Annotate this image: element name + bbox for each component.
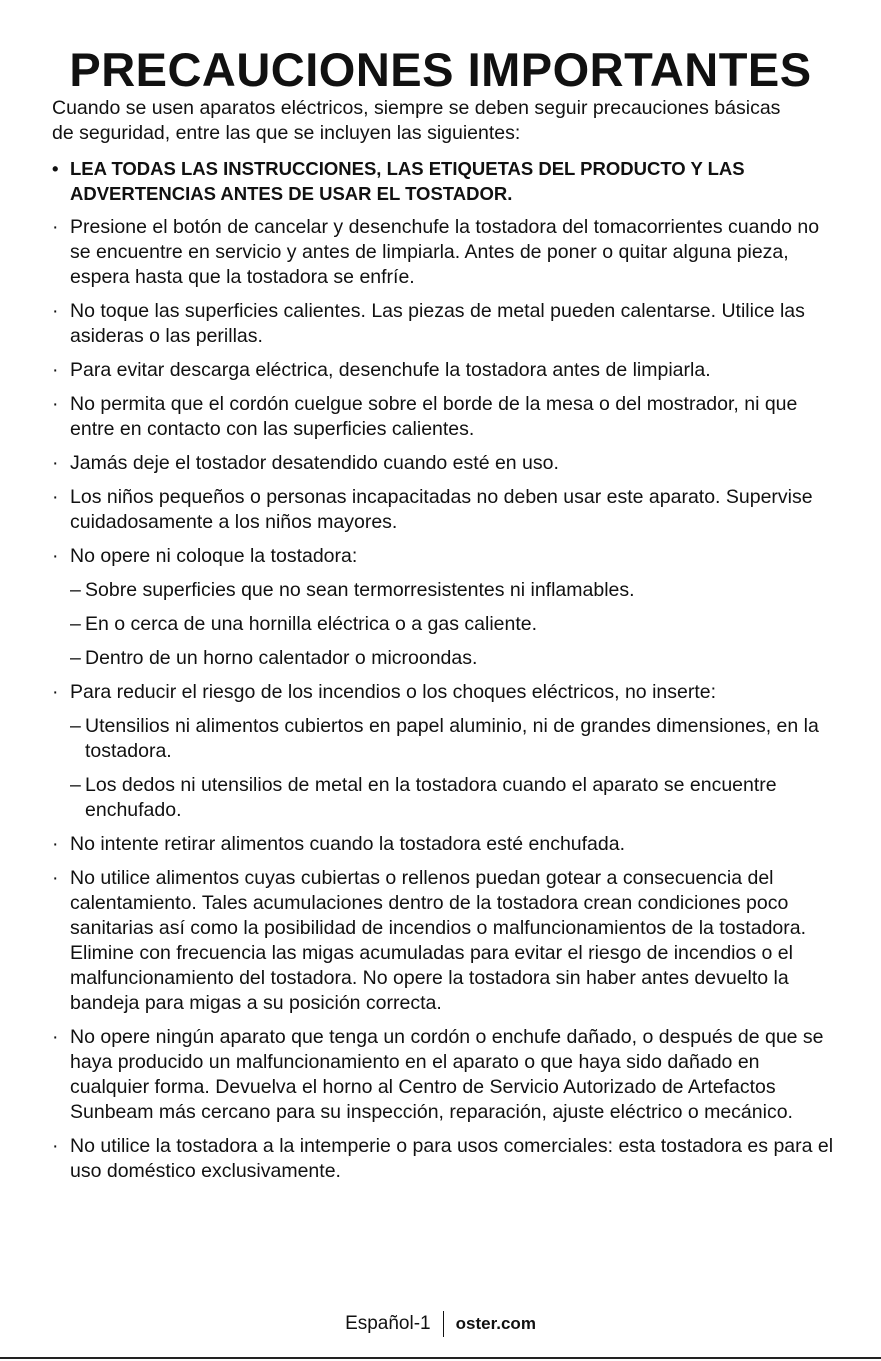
dash-mark: – xyxy=(70,613,81,635)
bullet-mark: · xyxy=(52,359,59,381)
sub-list-item xyxy=(52,612,842,637)
bullet-mark: · xyxy=(52,867,59,889)
sub-list-item xyxy=(52,646,842,671)
content-body xyxy=(52,96,842,1193)
list-item xyxy=(52,215,842,290)
bullet-mark: · xyxy=(52,681,59,703)
list-item-text: Presione el botón de cancelar y desenchufe la tostadora del tomacorrientes cuando no se encuentre en servicio y antes de limpiarla. Antes de poner o quitar alguna pieza, espera hasta que la tostadora se enfríe. xyxy=(70,216,820,288)
list-item xyxy=(52,1134,842,1184)
list-item xyxy=(52,544,842,569)
list-item-text: No intente retirar alimentos cuando la tostadora esté enchufada. xyxy=(70,833,626,855)
bullet-mark: · xyxy=(52,1135,59,1157)
list-item xyxy=(52,832,842,857)
bullet-mark: • xyxy=(52,158,59,179)
sub-item-text: Dentro de un horno calentador o microondas. xyxy=(85,647,478,669)
list-item-text: LEA TODAS LAS INSTRUCCIONES, LAS ETIQUETAS DEL PRODUCTO Y LAS ADVERTENCIAS ANTES DE USAR EL TOSTADOR. xyxy=(70,158,745,204)
sub-list-item xyxy=(52,773,842,823)
bottom-rule xyxy=(0,1357,881,1359)
list-item-text: No opere ni coloque la tostadora: xyxy=(70,545,358,567)
dash-mark: – xyxy=(70,647,81,669)
dash-mark: – xyxy=(70,579,81,601)
bullet-mark: · xyxy=(52,452,59,474)
list-item-text: Para reducir el riesgo de los incendios o los choques eléctricos, no inserte: xyxy=(70,681,717,703)
list-item-text: Para evitar descarga eléctrica, desenchufe la tostadora antes de limpiarla. xyxy=(70,359,711,381)
bullet-mark: · xyxy=(52,393,59,415)
dash-mark: – xyxy=(70,715,81,737)
page-footer xyxy=(0,1311,881,1337)
list-item xyxy=(52,1025,842,1125)
list-item xyxy=(52,358,842,383)
sub-item-text: Los dedos ni utensilios de metal en la tostadora cuando el aparato se encuentre enchufado. xyxy=(85,774,777,821)
sub-list-item xyxy=(52,714,842,764)
list-item-text: Jamás deje el tostador desatendido cuando esté en uso. xyxy=(70,452,559,474)
sub-item-text: Sobre superficies que no sean termorresistentes ni inflamables. xyxy=(85,579,635,601)
list-item xyxy=(52,485,842,535)
bullet-mark: · xyxy=(52,833,59,855)
list-item xyxy=(52,299,842,349)
bullet-mark: · xyxy=(52,216,59,238)
list-item xyxy=(52,392,842,442)
list-item-text: No utilice la tostadora a la intemperie o para usos comerciales: esta tostadora es para el uso doméstico exclusivamente. xyxy=(70,1135,834,1182)
sub-item-text: Utensilios ni alimentos cubiertos en papel aluminio, ni de grandes dimensiones, en la tostadora. xyxy=(85,715,819,762)
list-item-text: Los niños pequeños o personas incapacitadas no deben usar este aparato. Supervise cuidadosamente a los niños mayores. xyxy=(70,486,813,533)
bullet-mark: · xyxy=(52,486,59,508)
dash-mark: – xyxy=(70,774,81,796)
website-link[interactable]: oster.com xyxy=(455,1314,536,1333)
list-item xyxy=(52,680,842,705)
page-number: Español-1 xyxy=(345,1313,431,1334)
list-item-text: No utilice alimentos cuyas cubiertas o rellenos puedan gotear a consecuencia del calentamiento. Tales acumulaciones dentro de la tostadora crean condiciones poco sanitarias así como la posibilidad de incendios o malfuncionamientos de la tostadora. Elimine con frecuencia las migas acumuladas para evitar el riesgo de incendios o el malfuncionamiento del tostadora. No opere la tostadora sin haber antes devuelto la bandeja para migas a su posición correcta. xyxy=(70,867,807,1014)
list-item xyxy=(52,156,842,206)
sub-item-text: En o cerca de una hornilla eléctrica o a gas caliente. xyxy=(85,613,538,635)
footer-divider xyxy=(443,1311,444,1337)
list-item-text: No opere ningún aparato que tenga un cordón o enchufe dañado, o después de que se haya producido un malfuncionamiento en el aparato o que haya sido dañado en cualquier forma. Devuelva el horno al Centro de Servicio Autorizado de Artefactos Sunbeam más cercano para su inspección, reparación, ajuste eléctrico o mecánico. xyxy=(70,1026,824,1123)
sub-list-item xyxy=(52,578,842,603)
bullet-mark: · xyxy=(52,1026,59,1048)
bullet-mark: · xyxy=(52,545,59,567)
page-title: PRECAUCIONES IMPORTANTES xyxy=(69,43,812,96)
list-item xyxy=(52,451,842,476)
list-item-text: No toque las superficies calientes. Las piezas de metal pueden calentarse. Utilice las asideras o las perillas. xyxy=(70,300,805,347)
intro-paragraph: Cuando se usen aparatos eléctricos, siempre se deben seguir precauciones básicas de seguridad, entre las que se incluyen las siguientes: xyxy=(52,97,781,144)
list-item xyxy=(52,866,842,1016)
bullet-mark: · xyxy=(52,300,59,322)
list-item-text: No permita que el cordón cuelgue sobre el borde de la mesa o del mostrador, ni que entre en contacto con las superficies calientes. xyxy=(70,393,798,440)
